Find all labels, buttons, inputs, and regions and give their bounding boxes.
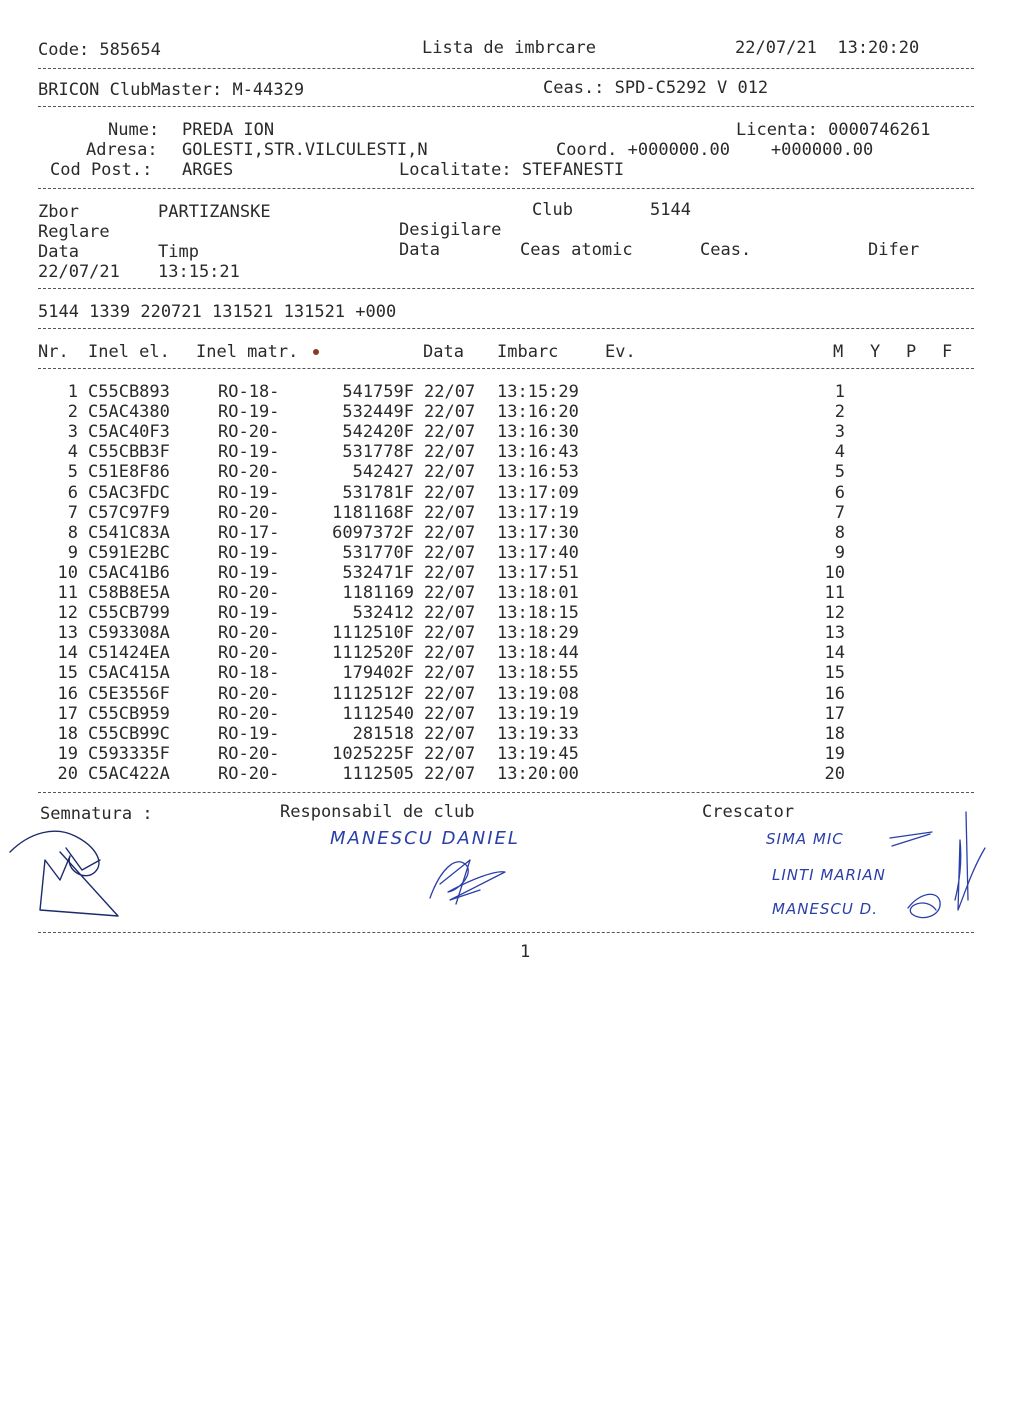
- owner-name: PREDA ION: [182, 120, 275, 140]
- cell-date: 22/07: [424, 703, 476, 724]
- cell-inel-el: C55CB959: [88, 703, 170, 724]
- cell-time: 13:20:00: [497, 763, 579, 784]
- atomic-clock-label: Ceas atomic: [520, 240, 633, 260]
- cell-nr: 15: [57, 663, 78, 684]
- cell-date: 22/07: [424, 723, 476, 744]
- cell-nr: 19: [57, 743, 78, 764]
- responsible-signature-name: MANESCU DANIEL: [330, 828, 520, 849]
- cell-date: 22/07: [424, 442, 476, 463]
- cell-inel-el: C5AC415A: [88, 663, 170, 684]
- cell-ring-prefix: RO-20-: [218, 643, 280, 664]
- cell-time: 13:17:51: [497, 562, 579, 583]
- cell-time: 13:18:01: [497, 583, 579, 603]
- cell-time: 13:16:43: [497, 442, 579, 463]
- set-time: 13:15:21: [158, 262, 240, 282]
- cell-inel-el: C55CB99C: [88, 723, 170, 744]
- cell-ring-prefix: RO-20-: [218, 763, 280, 784]
- postcode: ARGES: [182, 160, 234, 180]
- col-header-m: M: [833, 342, 844, 362]
- col-header-inel-el: Inel el.: [88, 342, 170, 362]
- cell-m: 6: [834, 482, 845, 503]
- cell-ring-prefix: RO-20-: [218, 703, 280, 724]
- cell-date: 22/07: [424, 663, 476, 684]
- cell-date: 22/07: [424, 522, 476, 543]
- cell-m: 16: [824, 683, 845, 704]
- cell-ring-prefix: RO-19-: [218, 562, 280, 583]
- cell-time: 13:15:29: [497, 382, 579, 402]
- set-date: 22/07/21: [38, 262, 120, 282]
- cell-inel-matr: 532412: [352, 603, 414, 624]
- cell-date: 22/07: [424, 683, 476, 704]
- report-datetime: 22/07/21 13:20:20: [735, 38, 920, 58]
- cell-date: 22/07: [424, 743, 476, 764]
- time-label: Timp: [158, 242, 199, 262]
- cell-date: 22/07: [424, 583, 476, 603]
- cell-ring-prefix: RO-18-: [218, 663, 280, 684]
- cell-time: 13:17:30: [497, 522, 579, 543]
- cell-inel-matr: 179402F: [342, 663, 414, 684]
- cell-date: 22/07: [424, 462, 476, 483]
- address: GOLESTI,STR.VILCULESTI,N: [182, 140, 428, 160]
- cell-date: 22/07: [424, 603, 476, 624]
- cell-time: 13:18:55: [497, 663, 579, 684]
- cell-inel-matr: 1112512F: [332, 683, 414, 704]
- cell-nr: 11: [57, 583, 78, 603]
- cell-date: 22/07: [424, 482, 476, 503]
- cell-m: 15: [824, 663, 845, 684]
- cell-inel-el: C5AC422A: [88, 763, 170, 784]
- cell-ring-prefix: RO-19-: [218, 442, 280, 463]
- cell-nr: 18: [57, 723, 78, 744]
- club-label: Club: [532, 200, 573, 220]
- cell-ring-prefix: RO-20-: [218, 583, 280, 603]
- cell-inel-el: C541C83A: [88, 522, 170, 543]
- col-header-inel-matr: Inel matr.: [196, 342, 299, 362]
- cell-m: 5: [834, 462, 845, 483]
- page-number: 1: [520, 942, 531, 962]
- cell-date: 22/07: [424, 542, 476, 563]
- cell-time: 13:17:40: [497, 542, 579, 563]
- clock-id: Ceas.: SPD-C5292 V 012: [543, 78, 769, 98]
- cell-date: 22/07: [424, 502, 476, 523]
- cell-time: 13:16:20: [497, 402, 579, 423]
- cell-time: 13:17:19: [497, 502, 579, 523]
- cell-m: 2: [834, 402, 845, 423]
- cell-inel-el: C51E8F86: [88, 462, 170, 483]
- cell-time: 13:18:44: [497, 643, 579, 664]
- cell-time: 13:17:09: [497, 482, 579, 503]
- club-number: 5144: [650, 200, 691, 220]
- sync-code-line: 5144 1339 220721 131521 131521 +000: [38, 302, 397, 322]
- cell-nr: 10: [57, 562, 78, 583]
- flight-name: PARTIZANSKE: [158, 202, 271, 222]
- cell-inel-el: C593335F: [88, 743, 170, 764]
- cell-inel-el: C55CB893: [88, 382, 170, 402]
- license: Licenta: 0000746261: [736, 120, 931, 140]
- cell-date: 22/07: [424, 402, 476, 423]
- cell-time: 13:18:15: [497, 603, 579, 624]
- cell-m: 14: [824, 643, 845, 664]
- cell-nr: 12: [57, 603, 78, 624]
- cell-inel-el: C57C97F9: [88, 502, 170, 523]
- cell-inel-el: C51424EA: [88, 643, 170, 664]
- cell-nr: 14: [57, 643, 78, 664]
- cell-inel-matr: 531770F: [342, 542, 414, 563]
- cell-inel-el: C5AC4380: [88, 402, 170, 423]
- cell-nr: 13: [57, 623, 78, 644]
- cell-m: 1: [834, 382, 845, 402]
- cell-ring-prefix: RO-19-: [218, 402, 280, 423]
- cell-time: 13:16:53: [497, 462, 579, 483]
- clock-label: Ceas.: [700, 240, 752, 260]
- cell-inel-matr: 1181168F: [332, 502, 414, 523]
- cell-inel-el: C5E3556F: [88, 683, 170, 704]
- cell-nr: 17: [57, 703, 78, 724]
- cell-inel-el: C5AC41B6: [88, 562, 170, 583]
- cell-m: 10: [824, 562, 845, 583]
- cell-time: 13:19:08: [497, 683, 579, 704]
- breeder-signature-1: SIMA MIC: [766, 830, 844, 848]
- cell-m: 12: [824, 603, 845, 624]
- cell-m: 3: [834, 422, 845, 443]
- cell-inel-matr: 1112520F: [332, 643, 414, 664]
- cell-inel-el: C5AC40F3: [88, 422, 170, 443]
- cell-ring-prefix: RO-19-: [218, 542, 280, 563]
- cell-inel-matr: 6097372F: [332, 522, 414, 543]
- cell-m: 18: [824, 723, 845, 744]
- cell-date: 22/07: [424, 562, 476, 583]
- col-header-f: F: [942, 342, 953, 362]
- breeder-signature-2: LINTI MARIAN: [772, 866, 886, 884]
- cell-nr: 7: [67, 502, 78, 523]
- cell-time: 13:16:30: [497, 422, 579, 443]
- signature-label: Semnatura :: [40, 804, 153, 824]
- cell-date: 22/07: [424, 643, 476, 664]
- cell-m: 8: [834, 522, 845, 543]
- coordinates: Coord. +000000.00 +000000.00: [556, 140, 874, 160]
- cell-nr: 20: [57, 763, 78, 784]
- date-label: Data: [38, 242, 79, 262]
- cell-time: 13:19:33: [497, 723, 579, 744]
- cell-ring-prefix: RO-19-: [218, 482, 280, 503]
- address-label: Adresa:: [86, 140, 158, 160]
- col-header-y: Y: [870, 342, 881, 362]
- cell-ring-prefix: RO-19-: [218, 723, 280, 744]
- date2-label: Data: [399, 240, 440, 260]
- cell-ring-prefix: RO-18-: [218, 382, 280, 402]
- cell-inel-el: C58B8E5A: [88, 583, 170, 603]
- difference-label: Difer: [868, 240, 920, 260]
- owner-name-label: Nume:: [108, 120, 160, 140]
- cell-time: 13:19:19: [497, 703, 579, 724]
- cell-inel-el: C55CB799: [88, 603, 170, 624]
- cell-m: 19: [824, 743, 845, 764]
- col-header-imbarc: Imbarc: [497, 342, 559, 362]
- cell-inel-matr: 1025225F: [332, 743, 414, 764]
- cell-nr: 3: [67, 422, 78, 443]
- cell-ring-prefix: RO-20-: [218, 743, 280, 764]
- cell-nr: 6: [67, 482, 78, 503]
- cell-time: 13:19:45: [497, 743, 579, 764]
- postcode-label: Cod Post.:: [50, 160, 153, 180]
- cell-inel-matr: 1112540: [342, 703, 414, 724]
- breeder-signature-3: MANESCU D.: [772, 900, 878, 918]
- setting-label: Reglare: [38, 222, 110, 242]
- cell-m: 11: [824, 583, 845, 603]
- cell-inel-matr: 542427: [352, 462, 414, 483]
- cell-nr: 1: [67, 382, 78, 402]
- cell-ring-prefix: RO-20-: [218, 683, 280, 704]
- cell-m: 9: [834, 542, 845, 563]
- cell-m: 17: [824, 703, 845, 724]
- report-title: Lista de imbrcare: [422, 38, 596, 58]
- cell-nr: 2: [67, 402, 78, 423]
- cell-inel-matr: 1181169: [342, 583, 414, 603]
- cell-inel-el: C591E2BC: [88, 542, 170, 563]
- club-responsible-label: Responsabil de club: [280, 802, 475, 822]
- flight-label: Zbor: [38, 202, 79, 222]
- cell-inel-matr: 542420F: [342, 422, 414, 443]
- cell-m: 7: [834, 502, 845, 523]
- col-header-p: P: [906, 342, 917, 362]
- cell-nr: 16: [57, 683, 78, 704]
- cell-inel-matr: 281518: [352, 723, 414, 744]
- cell-m: 4: [834, 442, 845, 463]
- cell-nr: 9: [67, 542, 78, 563]
- cell-inel-matr: 532471F: [342, 562, 414, 583]
- col-header-ev: Ev.: [605, 342, 636, 362]
- col-header-data: Data: [423, 342, 464, 362]
- cell-inel-el: C593308A: [88, 623, 170, 644]
- cell-inel-matr: 1112505: [342, 763, 414, 784]
- clubmaster-id: BRICON ClubMaster: M-44329: [38, 80, 305, 100]
- report-code: Code: 585654: [38, 40, 161, 60]
- locality: Localitate: STEFANESTI: [399, 160, 625, 180]
- cell-inel-matr: 531781F: [342, 482, 414, 503]
- col-header-nr: Nr.: [38, 342, 69, 362]
- cell-m: 13: [824, 623, 845, 644]
- cell-inel-el: C5AC3FDC: [88, 482, 170, 503]
- unsealing-label: Desigilare: [399, 220, 502, 240]
- cell-ring-prefix: RO-19-: [218, 603, 280, 624]
- cell-date: 22/07: [424, 623, 476, 644]
- cell-inel-matr: 532449F: [342, 402, 414, 423]
- cell-inel-el: C55CBB3F: [88, 442, 170, 463]
- cell-inel-matr: 541759F: [342, 382, 414, 402]
- cell-nr: 8: [67, 522, 78, 543]
- cell-inel-matr: 531778F: [342, 442, 414, 463]
- breeder-label: Crescator: [702, 802, 795, 822]
- cell-time: 13:18:29: [497, 623, 579, 644]
- cell-date: 22/07: [424, 382, 476, 402]
- cell-inel-matr: 1112510F: [332, 623, 414, 644]
- cell-ring-prefix: RO-20-: [218, 502, 280, 523]
- cell-nr: 5: [67, 462, 78, 483]
- divider: [38, 932, 974, 933]
- cell-nr: 4: [67, 442, 78, 463]
- cell-ring-prefix: RO-20-: [218, 462, 280, 483]
- cell-date: 22/07: [424, 763, 476, 784]
- cell-m: 20: [824, 763, 845, 784]
- cell-ring-prefix: RO-20-: [218, 422, 280, 443]
- cell-ring-prefix: RO-20-: [218, 623, 280, 644]
- cell-ring-prefix: RO-17-: [218, 522, 280, 543]
- cell-date: 22/07: [424, 422, 476, 443]
